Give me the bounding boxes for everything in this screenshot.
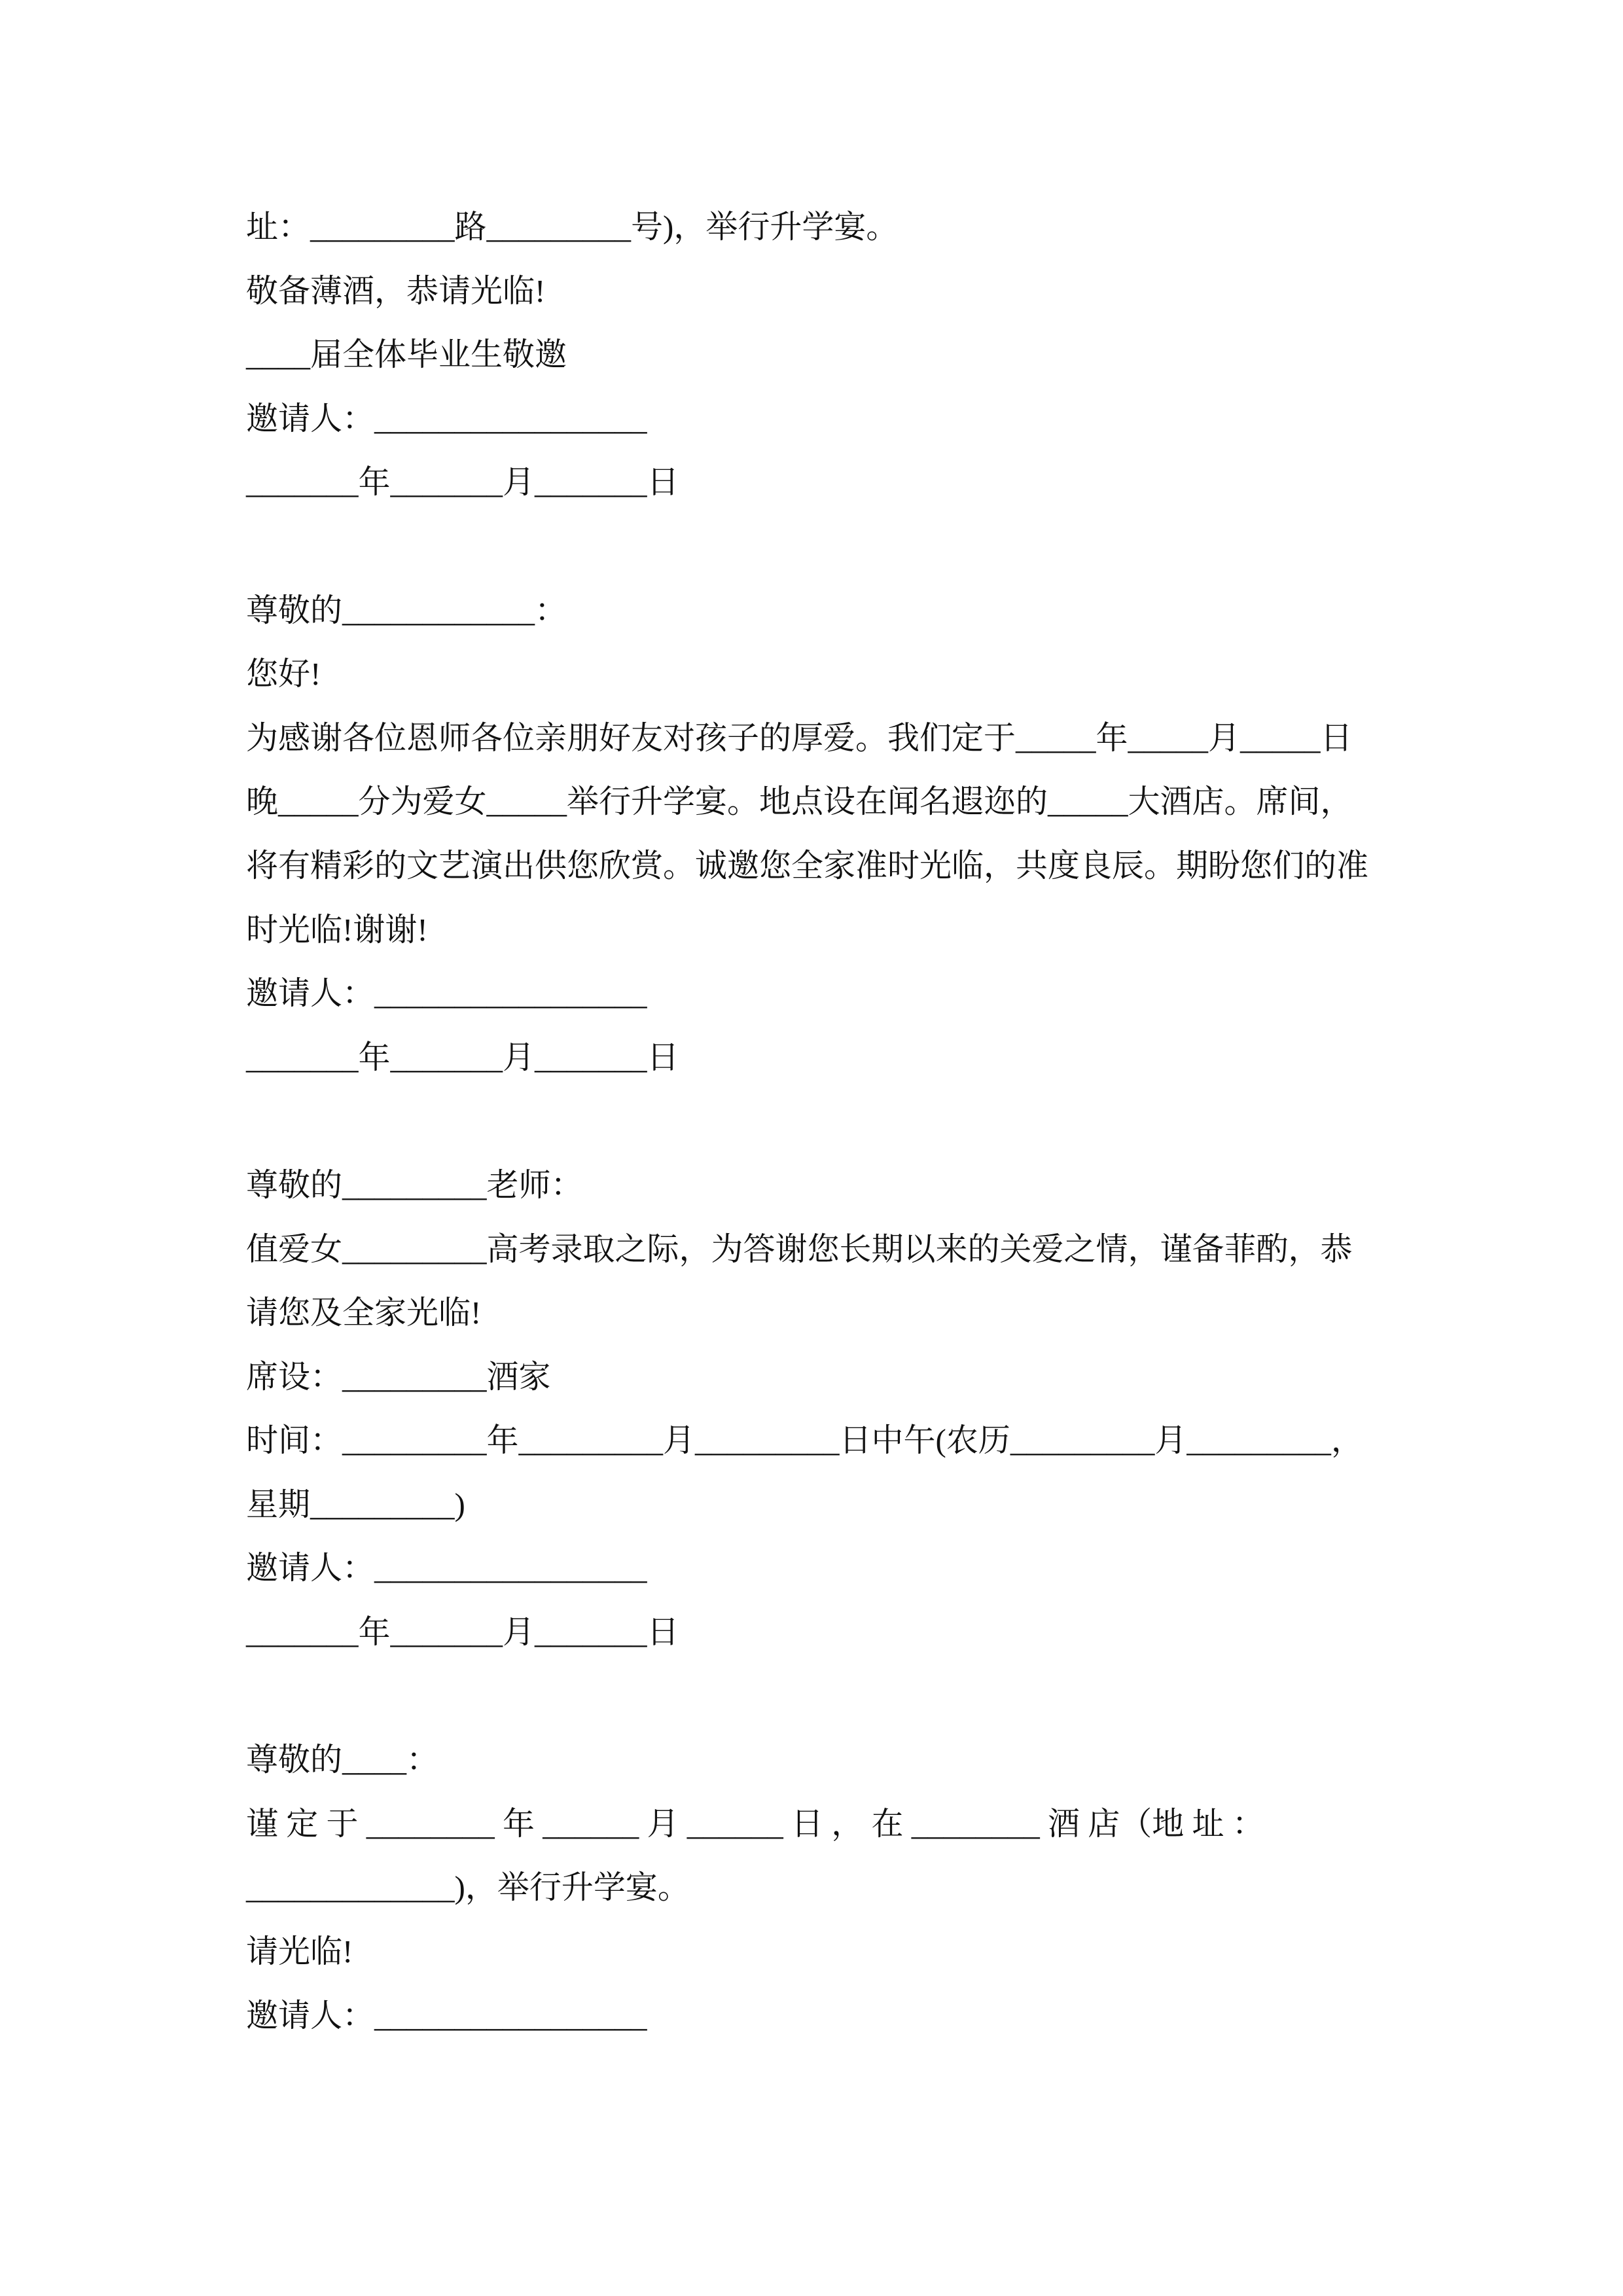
text-line: _______年_______月_______日 xyxy=(246,464,679,501)
document-body xyxy=(246,195,1385,2047)
text-line: 将有精彩的文艺演出供您欣赏。诚邀您全家准时光临，共度良辰。期盼您们的准 xyxy=(246,847,1369,884)
text-line: 您好! xyxy=(246,656,321,692)
text-line: 为感谢各位恩师各位亲朋好友对孩子的厚爱。我们定于_____年_____月_____日 xyxy=(246,719,1353,756)
text-line: _______年_______月_______日 xyxy=(246,1039,679,1075)
text-line: 席设：_________酒家 xyxy=(246,1358,551,1395)
invitation-section xyxy=(246,195,1385,514)
text-line: 谨 定 于 ________ 年 ______ 月 ______ 日 ， 在 ________ 酒 店（地 址 ： xyxy=(246,1805,1264,1842)
invitation-section xyxy=(246,1153,1385,1664)
text-line: 尊敬的____________： xyxy=(246,592,567,628)
text-line: 邀请人：_________________ xyxy=(246,1997,647,2034)
text-line: 邀请人：_________________ xyxy=(246,975,647,1012)
section-spacer xyxy=(246,514,1385,579)
text-line: 敬备薄酒，恭请光临! xyxy=(246,272,546,309)
text-line: 星期_________) xyxy=(246,1486,465,1522)
text-line: 值爱女_________高考录取之际，为答谢您长期以来的关爱之情，谨备菲酌，恭 xyxy=(246,1230,1353,1267)
text-line: _____________)，举行升学宴。 xyxy=(246,1869,690,1906)
text-line: 邀请人：_________________ xyxy=(246,400,647,437)
text-line: 时间：_________年_________月_________日中午(农历_________月_________， xyxy=(246,1422,1363,1459)
text-line: 时光临!谢谢! xyxy=(246,911,428,948)
text-line: 尊敬的_________老师： xyxy=(246,1166,583,1203)
text-line: 址：_________路_________号)，举行升学宴。 xyxy=(246,209,899,245)
section-spacer xyxy=(246,1664,1385,1729)
text-line: 尊敬的____： xyxy=(246,1742,439,1778)
invitation-section xyxy=(246,579,1385,1090)
invitation-section xyxy=(246,1728,1385,2047)
text-line: 请您及全家光临! xyxy=(246,1295,482,1331)
text-line: 邀请人：_________________ xyxy=(246,1550,647,1587)
text-line: 请光临! xyxy=(246,1933,353,1970)
section-spacer xyxy=(246,1089,1385,1153)
text-line: 晚_____分为爱女_____举行升学宴。地点设在闻名遐迩的_____大酒店。席间， xyxy=(246,783,1353,820)
text-line: ____届全体毕业生敬邀 xyxy=(246,336,567,373)
text-line: _______年_______月_______日 xyxy=(246,1614,679,1651)
